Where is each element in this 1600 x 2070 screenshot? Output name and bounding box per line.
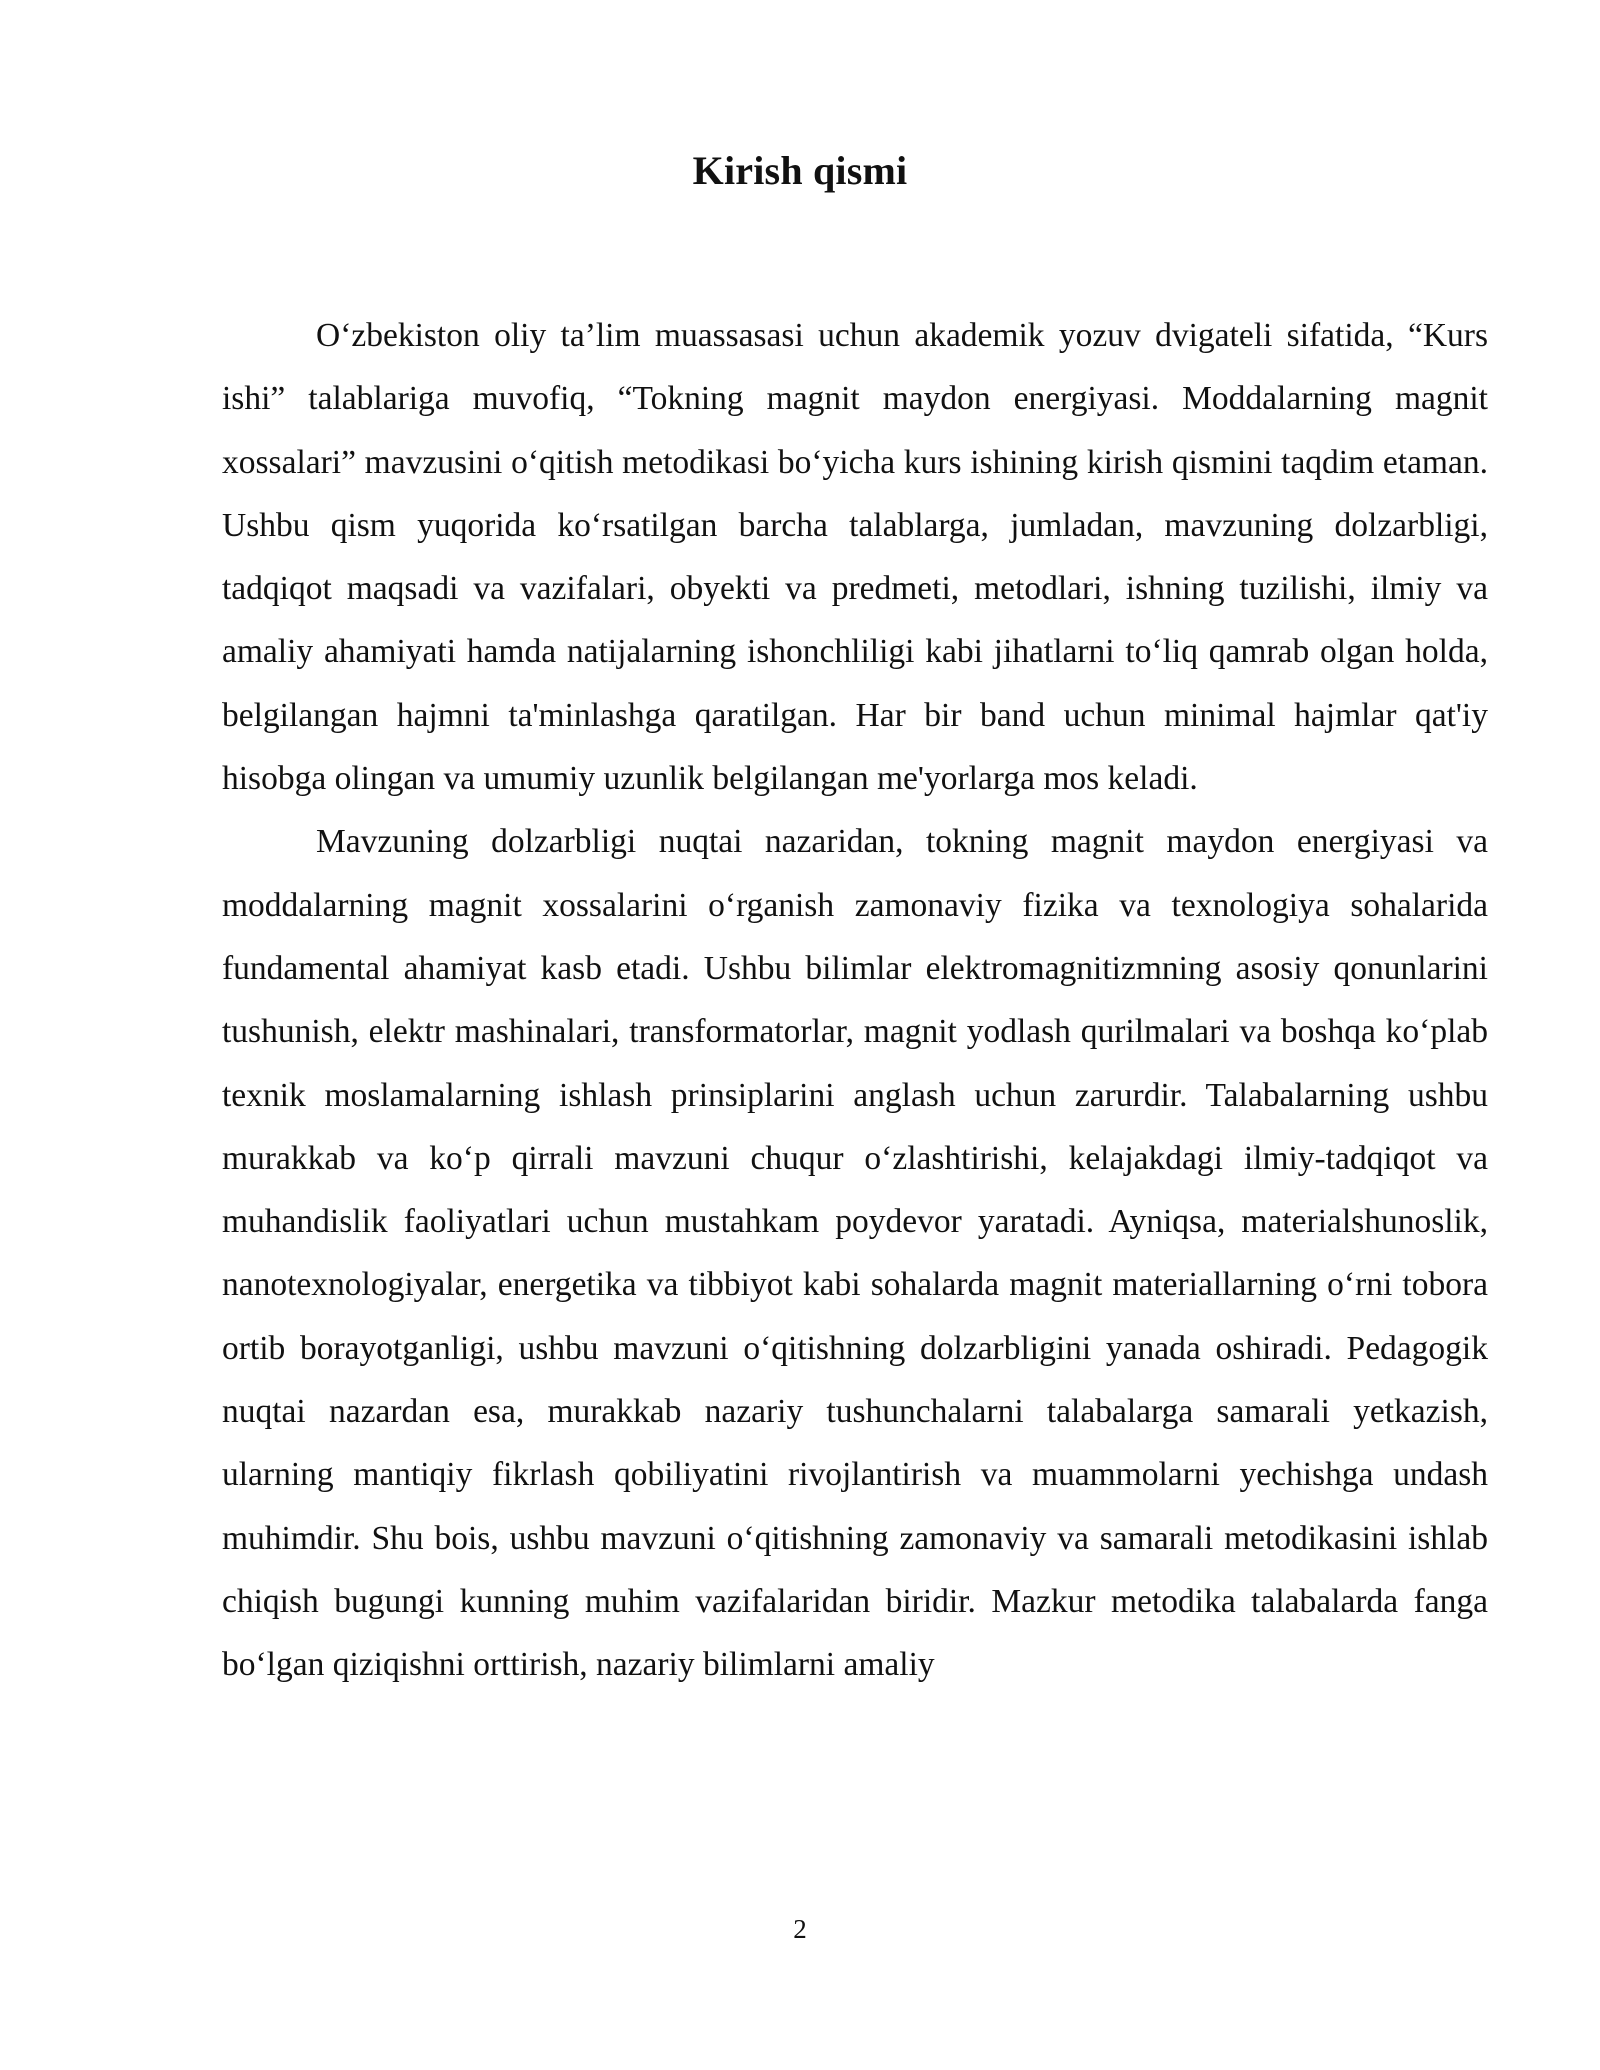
body-text [222, 304, 1488, 1697]
section-title: Kirish qismi [692, 148, 908, 193]
page-number: 2 [793, 1914, 807, 1944]
paragraph-introduction: O‘zbekiston oliy ta’lim muassasasi uchun akademik yozuv dvigateli sifatida, “Kurs ishi” talablariga muvofiq, “Tokning magnit maydon energiyasi. Moddalarning magnit xossalari” mavzusini o‘qitish metodikasi bo‘yicha kurs ishining kirish qismini taqdim etaman. Ushbu qism yuqorida ko‘rsatilgan barcha talablarga, jumladan, mavzuning dolzarbligi, tadqiqot maqsadi va vazifalari, obyekti va predmeti, metodlari, ishning tuzilishi, ilmiy va amaliy ahamiyati hamda natijalarning ishonchliligi kabi jihatlarni to‘liq qamrab olgan holda, belgilangan hajmni ta'minlashga qaratilgan. Har bir band uchun minimal hajmlar qat'iy hisobga olingan va umumiy uzunlik belgilangan me'yorlarga mos keladi. [222, 317, 1488, 798]
paragraph-relevance: Mavzuning dolzarbligi nuqtai nazaridan, tokning magnit maydon energiyasi va moddalarning magnit xossalarini o‘rganish zamonaviy fizika va texnologiya sohalarida fundamental ahamiyat kasb etadi. Ushbu bilimlar elektromagnitizmning asosiy qonunlarini tushunish, elektr mashinalari, transformatorlar, magnit yodlash qurilmalari va boshqa ko‘plab texnik moslamalarning ishlash prinsiplarini anglash uchun zarurdir. Talabalarning ushbu murakkab va ko‘p qirrali mavzuni chuqur o‘zlashtirishi, kelajakdagi ilmiy-tadqiqot va muhandislik faoliyatlari uchun mustahkam poydevor yaratadi. Ayniqsa, materialshunoslik, nanotexnologiyalar, energetika va tibbiyot kabi sohalarda magnit materiallarning o‘rni tobora ortib borayotganligi, ushbu mavzuni o‘qitishning dolzarbligini yanada oshiradi. Pedagogik nuqtai nazardan esa, murakkab nazariy tushunchalarni talabalarga samarali yetkazish, ularning mantiqiy fikrlash qobiliyatini rivojlantirish va muammolarni yechishga undash muhimdir. Shu bois, ushbu mavzuni o‘qitishning zamonaviy va samarali metodikasini ishlab chiqish bugungi kunning muhim vazifalaridan biridir. Mazkur metodika talabalarda fanga bo‘lgan qiziqishni orttirish, nazariy bilimlarni amaliy [222, 823, 1488, 1684]
